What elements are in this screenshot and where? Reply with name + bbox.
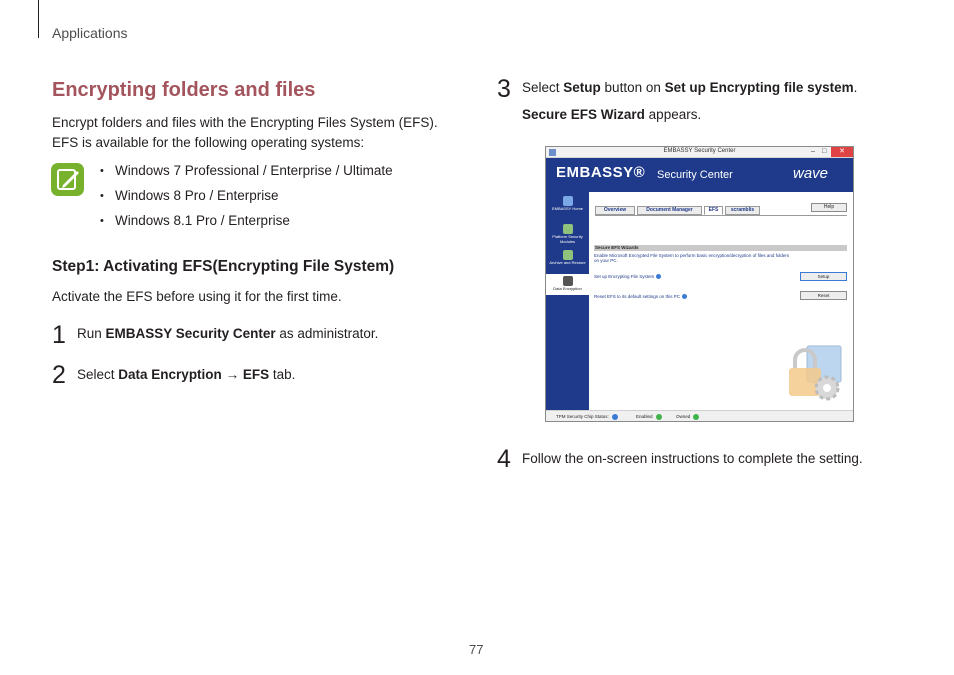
close-icon[interactable]: ✕: [831, 147, 853, 157]
step1-heading: Step1: Activating EFS(Encrypting File System): [52, 258, 395, 275]
info-icon: [612, 414, 618, 420]
home-icon: [563, 196, 573, 206]
lock-icon: [563, 276, 573, 286]
minimize-icon[interactable]: –: [811, 148, 815, 155]
help-button[interactable]: Help: [811, 203, 847, 212]
app-banner: [546, 158, 853, 192]
efs-description: Enable Microsoft Encrypted File System to perform basic encryption/decryption of files and folders on your PC.: [594, 253, 790, 263]
wave-logo: wave: [793, 165, 829, 182]
maximize-icon[interactable]: □: [822, 148, 827, 155]
page-title: Encrypting folders and files: [52, 79, 316, 101]
status-bar: [546, 410, 853, 422]
step-3-text-line2: Secure EFS Wizard appears.: [522, 107, 702, 122]
sidebar-item-data-encryption[interactable]: Data Encryption: [546, 274, 589, 295]
setup-button[interactable]: Setup: [800, 272, 847, 281]
chip-icon: [563, 224, 573, 234]
step1-description: Activate the EFS before using it for the first time.: [52, 289, 342, 304]
help-icon[interactable]: [656, 274, 661, 279]
embassy-logo: EMBASSY®: [556, 164, 646, 181]
sidebar-item-platform-security[interactable]: Platform Security Modules: [546, 224, 589, 244]
window-titlebar: [546, 147, 853, 158]
section-header: Applications: [52, 25, 128, 41]
app-sidebar: [546, 192, 589, 410]
step-1-text: Run EMBASSY Security Center as administrator.: [77, 326, 379, 341]
tab-document-manager[interactable]: Document Manager: [637, 206, 702, 215]
list-item: • Windows 7 Professional / Enterprise / Ultimate: [100, 163, 393, 178]
status-owned: Owned: [676, 411, 699, 422]
setup-efs-row: Set up Encrypting File System: [594, 274, 661, 279]
note-pen-icon: [51, 163, 84, 196]
step-4-text: Follow the on-screen instructions to complete the setting.: [522, 451, 863, 466]
reset-button[interactable]: Reset: [800, 291, 847, 300]
archive-icon: [563, 250, 573, 260]
status-enabled: Enabled: [636, 411, 662, 422]
lock-gear-illustration-icon: [785, 342, 845, 404]
step-2-text: Select Data Encryption → EFS tab.: [77, 367, 296, 382]
tab-overview[interactable]: Overview: [595, 206, 635, 215]
banner-subtitle: Security Center: [657, 169, 733, 181]
sidebar-item-archive-restore[interactable]: Archive and Restore: [546, 250, 589, 266]
step-number-4: 4: [497, 445, 511, 473]
help-icon[interactable]: [682, 294, 687, 299]
list-item: • Windows 8 Pro / Enterprise: [100, 188, 279, 203]
intro-text: Encrypt folders and files with the Encrypting Files System (EFS). EFS is available for the following operating systems:: [52, 115, 438, 150]
tab-underline: [595, 215, 847, 216]
tpm-status-label: TPM Security Chip Status:: [556, 411, 618, 422]
check-icon: [693, 414, 699, 420]
reset-efs-row: Reset EFS to its default settings on this PC: [594, 294, 687, 299]
step-number-1: 1: [52, 321, 66, 349]
app-main: [589, 192, 853, 410]
list-item: • Windows 8.1 Pro / Enterprise: [100, 213, 290, 228]
header-rule: [38, 0, 39, 38]
sidebar-item-embassy-home[interactable]: EMBASSY Home: [546, 196, 589, 212]
check-icon: [656, 414, 662, 420]
window-title: EMBASSY Security Center: [663, 148, 736, 154]
step-3-text: Select Setup button on Set up Encrypting file system.: [522, 80, 858, 95]
embassy-screenshot: [545, 146, 854, 422]
step-number-3: 3: [497, 75, 511, 103]
efs-section-header: Secure EFS Wizards: [594, 245, 847, 251]
tab-efs[interactable]: EFS: [704, 206, 723, 215]
tab-scramblis[interactable]: scramblis: [725, 206, 760, 215]
os-list: [100, 162, 393, 237]
page-number: 77: [469, 642, 484, 657]
step-number-2: 2: [52, 361, 66, 389]
